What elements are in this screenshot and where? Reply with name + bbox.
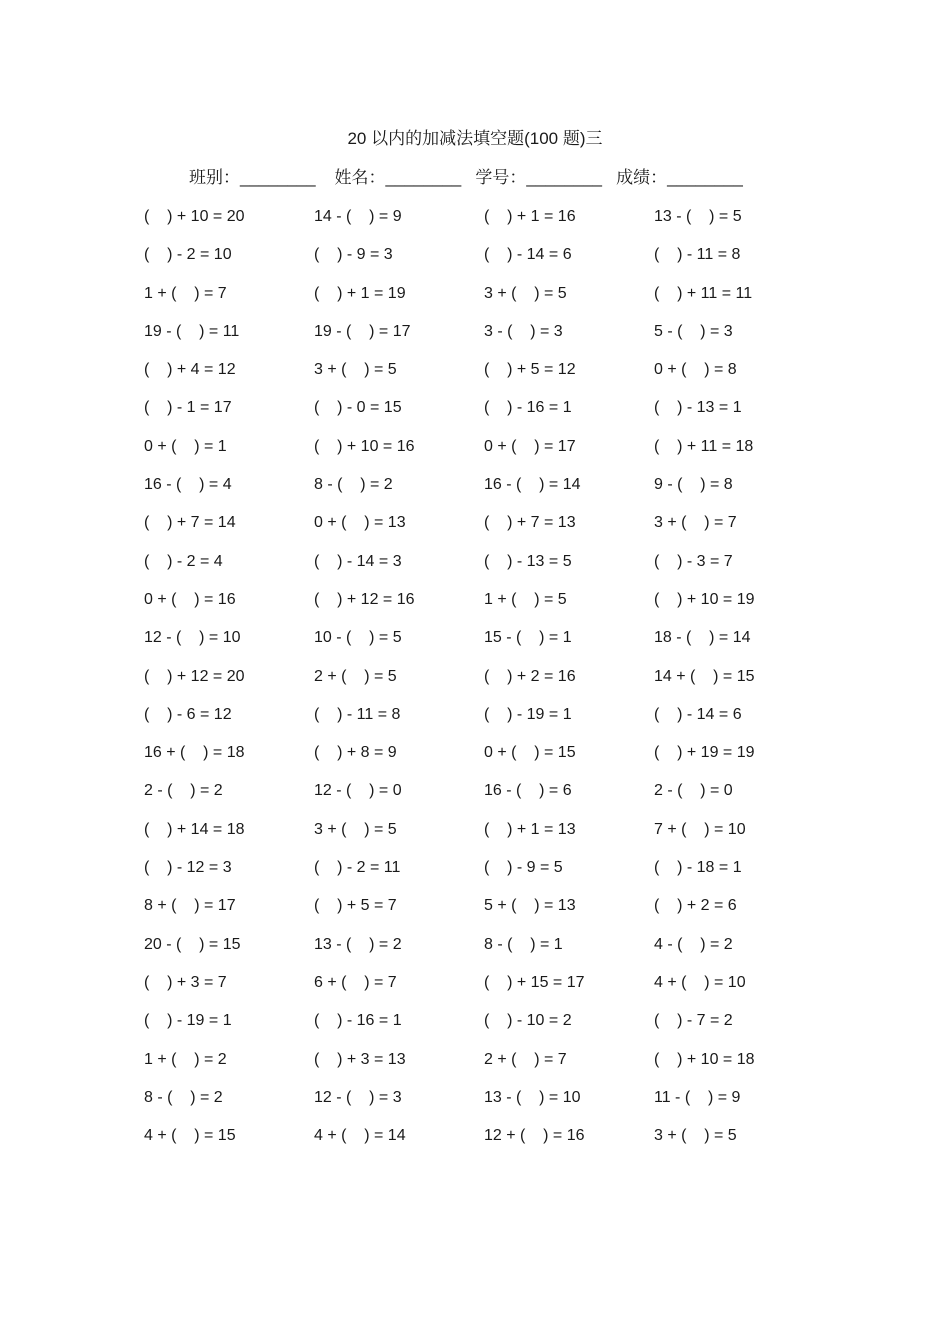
problem-item: ( ) - 14 = 6 xyxy=(654,705,742,723)
problem-item: 15 - ( ) = 1 xyxy=(484,629,572,647)
score-label: 成绩： xyxy=(616,168,668,187)
problem-item: 8 - ( ) = 2 xyxy=(314,476,393,494)
problem-item: 3 + ( ) = 5 xyxy=(654,1127,737,1145)
problem-item: 10 - ( ) = 5 xyxy=(314,629,402,647)
problem-item: 6 + ( ) = 7 xyxy=(314,973,397,991)
problem-item: ( ) + 12 = 20 xyxy=(144,667,245,685)
problem-item: ( ) + 7 = 13 xyxy=(484,514,576,532)
problem-item: 7 + ( ) = 10 xyxy=(654,820,746,838)
problem-item: ( ) - 10 = 2 xyxy=(484,1012,572,1030)
problem-item: 19 - ( ) = 17 xyxy=(314,322,411,340)
problem-item: 3 + ( ) = 5 xyxy=(314,361,397,379)
problem-item: ( ) - 3 = 7 xyxy=(654,552,733,570)
problem-item: 2 + ( ) = 5 xyxy=(314,667,397,685)
page-title: 20 以内的加减法填空题(100 题)三 xyxy=(347,129,603,148)
problem-item: ( ) + 2 = 16 xyxy=(484,667,576,685)
problem-item: ( ) + 2 = 6 xyxy=(654,897,737,915)
problem-item: ( ) + 10 = 16 xyxy=(314,437,415,455)
problem-item: 12 - ( ) = 3 xyxy=(314,1088,402,1106)
problem-item: ( ) - 13 = 5 xyxy=(484,552,572,570)
problem-grid xyxy=(144,206,844,1163)
problem-item: ( ) - 14 = 3 xyxy=(314,552,402,570)
problem-item: ( ) - 2 = 11 xyxy=(314,859,401,877)
problem-item: 14 + ( ) = 15 xyxy=(654,667,755,685)
problem-item: ( ) - 0 = 15 xyxy=(314,399,402,417)
problem-item: ( ) - 1 = 17 xyxy=(144,399,232,417)
problem-item: 11 - ( ) = 9 xyxy=(654,1088,741,1106)
problem-item: 9 - ( ) = 8 xyxy=(654,476,733,494)
problem-item: ( ) + 7 = 14 xyxy=(144,514,236,532)
problem-item: 5 + ( ) = 13 xyxy=(484,897,576,915)
problem-item: 3 - ( ) = 3 xyxy=(484,322,563,340)
student-id-blank: ________ xyxy=(526,168,602,187)
problem-item: ( ) + 11 = 11 xyxy=(654,284,753,302)
problem-item: ( ) - 9 = 5 xyxy=(484,859,563,877)
problem-item: 4 + ( ) = 10 xyxy=(654,973,746,991)
score-blank: ________ xyxy=(667,168,743,187)
problem-item: 3 + ( ) = 5 xyxy=(484,284,567,302)
class-label: 班别： xyxy=(189,168,240,187)
problem-item: ( ) + 11 = 18 xyxy=(654,437,754,455)
problem-item: 16 - ( ) = 6 xyxy=(484,782,572,800)
problem-item: 2 + ( ) = 7 xyxy=(484,1050,567,1068)
problem-item: 13 - ( ) = 2 xyxy=(314,935,402,953)
name-label: 姓名： xyxy=(334,168,386,187)
problem-item: ( ) + 3 = 7 xyxy=(144,973,227,991)
problem-item: ( ) + 10 = 19 xyxy=(654,590,755,608)
problem-item: ( ) + 19 = 19 xyxy=(654,744,755,762)
problem-item: ( ) - 2 = 4 xyxy=(144,552,223,570)
problem-item: 3 + ( ) = 7 xyxy=(654,514,737,532)
problem-item: 16 - ( ) = 4 xyxy=(144,476,232,494)
problem-item: 1 + ( ) = 5 xyxy=(484,590,567,608)
problem-item: 12 - ( ) = 10 xyxy=(144,629,241,647)
problem-item: 0 + ( ) = 15 xyxy=(484,744,576,762)
problem-item: 5 - ( ) = 3 xyxy=(654,322,733,340)
problem-item: ( ) - 16 = 1 xyxy=(484,399,572,417)
problem-item: 13 - ( ) = 10 xyxy=(484,1088,581,1106)
problem-item: ( ) - 2 = 10 xyxy=(144,246,232,264)
problem-item: ( ) - 6 = 12 xyxy=(144,705,232,723)
problem-item: ( ) - 12 = 3 xyxy=(144,859,232,877)
problem-item: 4 - ( ) = 2 xyxy=(654,935,733,953)
problem-item: 12 - ( ) = 0 xyxy=(314,782,402,800)
problem-item: 0 + ( ) = 8 xyxy=(654,361,737,379)
problem-item: ( ) + 10 = 20 xyxy=(144,208,245,225)
problem-item: 4 + ( ) = 15 xyxy=(144,1127,236,1145)
problem-item: 4 + ( ) = 14 xyxy=(314,1127,406,1145)
student-info-line xyxy=(189,167,743,189)
class-blank: ________ xyxy=(240,168,316,187)
problem-item: ( ) + 5 = 7 xyxy=(314,897,397,915)
problem-item: ( ) + 15 = 17 xyxy=(484,973,585,991)
problem-item: ( ) + 8 = 9 xyxy=(314,744,397,762)
problem-item: ( ) - 19 = 1 xyxy=(144,1012,232,1030)
problem-item: 1 + ( ) = 7 xyxy=(144,284,227,302)
problem-item: ( ) + 14 = 18 xyxy=(144,820,245,838)
problem-item: 8 + ( ) = 17 xyxy=(144,897,236,915)
name-blank: ________ xyxy=(385,168,462,187)
problem-item: ( ) - 13 = 1 xyxy=(654,399,742,417)
problem-item: ( ) - 14 = 6 xyxy=(484,246,572,264)
problem-item: 16 - ( ) = 14 xyxy=(484,476,581,494)
problem-item: 2 - ( ) = 0 xyxy=(654,782,733,800)
problem-item: 0 + ( ) = 17 xyxy=(484,437,576,455)
problem-item: 0 + ( ) = 1 xyxy=(144,437,227,455)
problem-item: ( ) + 1 = 16 xyxy=(484,208,576,225)
problem-item: ( ) + 1 = 13 xyxy=(484,820,576,838)
problem-item: 1 + ( ) = 2 xyxy=(144,1050,227,1068)
problem-item: 2 - ( ) = 2 xyxy=(144,782,223,800)
problem-item: ( ) + 12 = 16 xyxy=(314,590,415,608)
problem-item: 3 + ( ) = 5 xyxy=(314,820,397,838)
problem-item: ( ) - 11 = 8 xyxy=(314,705,401,723)
problem-item: ( ) - 11 = 8 xyxy=(654,246,741,264)
problem-item: ( ) - 16 = 1 xyxy=(314,1012,402,1030)
problem-item: ( ) + 1 = 19 xyxy=(314,284,406,302)
problem-item: ( ) - 7 = 2 xyxy=(654,1012,733,1030)
problem-item: 19 - ( ) = 11 xyxy=(144,322,240,340)
problem-item: 14 - ( ) = 9 xyxy=(314,208,402,225)
problem-item: ( ) + 10 = 18 xyxy=(654,1050,755,1068)
problem-item: 0 + ( ) = 16 xyxy=(144,590,236,608)
problem-item: 12 + ( ) = 16 xyxy=(484,1127,585,1145)
problem-item: 16 + ( ) = 18 xyxy=(144,744,245,762)
problem-item: 20 - ( ) = 15 xyxy=(144,935,241,953)
student-id-label: 学号： xyxy=(475,168,527,187)
problem-item: ( ) + 5 = 12 xyxy=(484,361,576,379)
problem-item: 13 - ( ) = 5 xyxy=(654,208,742,225)
problem-item: ( ) - 9 = 3 xyxy=(314,246,393,264)
problem-item: 8 - ( ) = 2 xyxy=(144,1088,223,1106)
problem-item: 8 - ( ) = 1 xyxy=(484,935,563,953)
problem-item: ( ) + 3 = 13 xyxy=(314,1050,406,1068)
problem-item: 0 + ( ) = 13 xyxy=(314,514,406,532)
problem-item: ( ) - 18 = 1 xyxy=(654,859,742,877)
problem-item: ( ) - 19 = 1 xyxy=(484,705,572,723)
problem-item: 18 - ( ) = 14 xyxy=(654,629,751,647)
problem-item: ( ) + 4 = 12 xyxy=(144,361,236,379)
